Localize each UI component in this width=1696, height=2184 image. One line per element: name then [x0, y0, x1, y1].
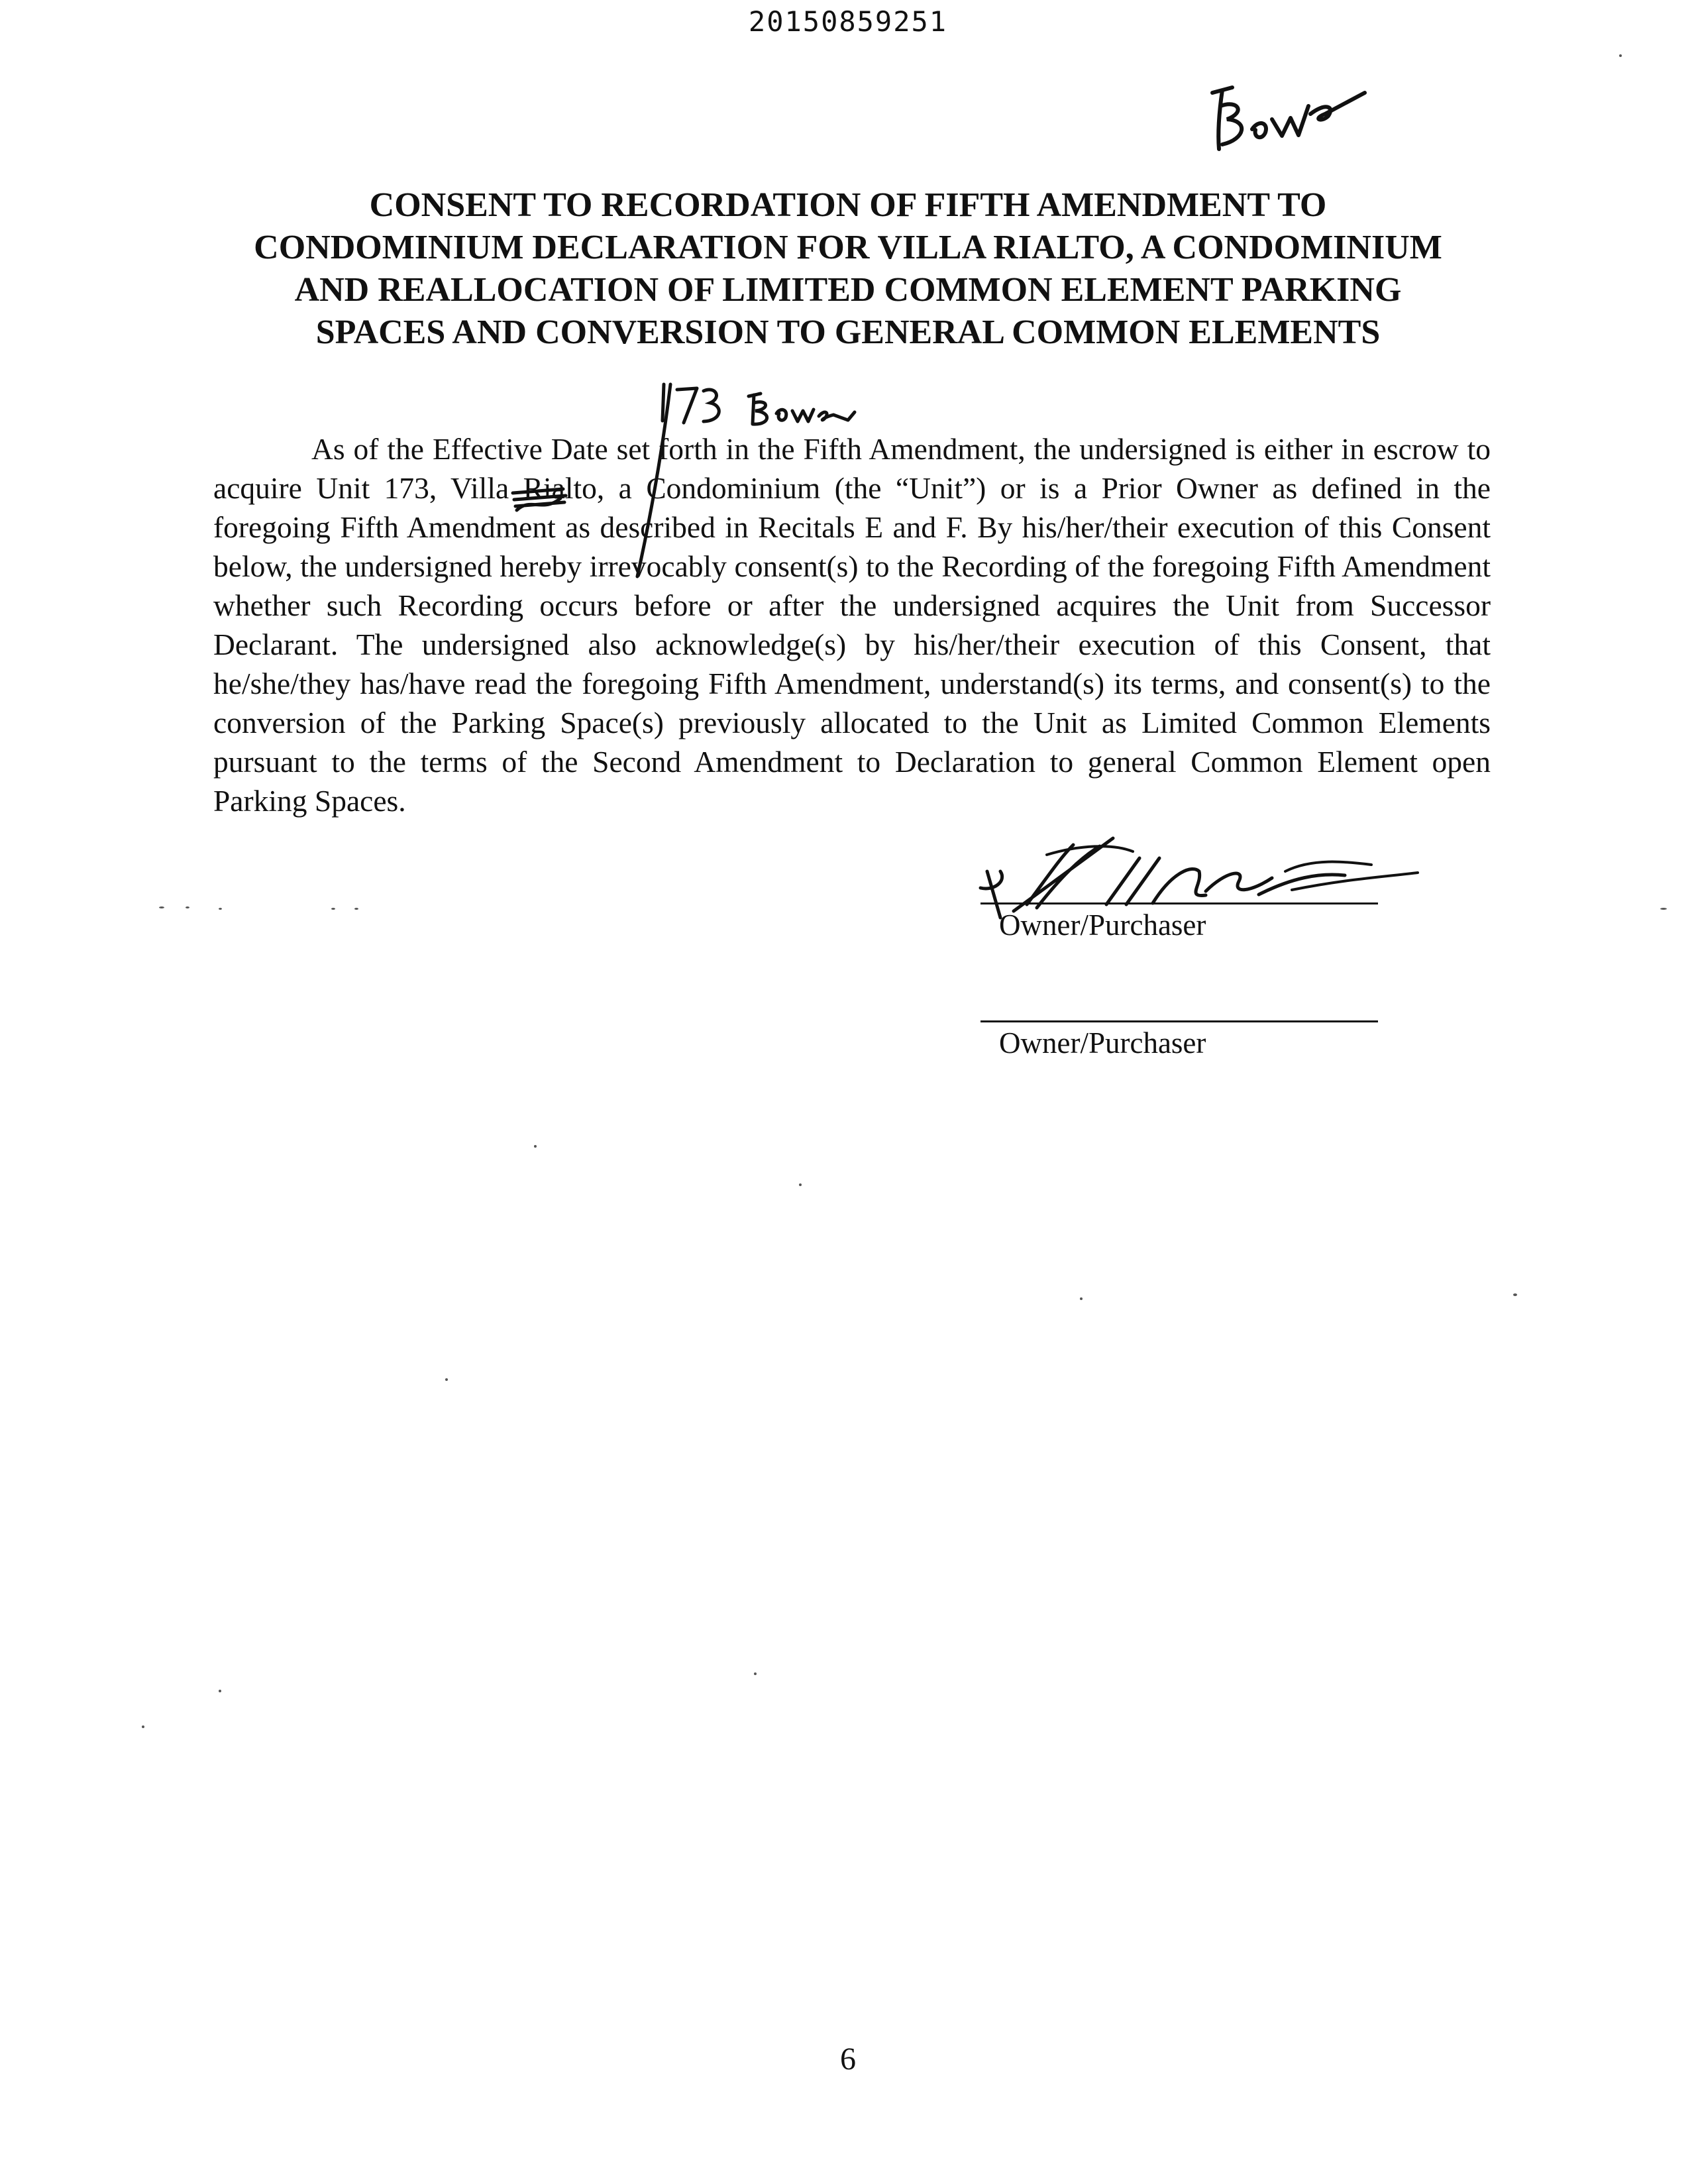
scan-speck — [799, 1183, 802, 1186]
handwritten-name-top-right — [1192, 66, 1378, 159]
signature-label-1: Owner/Purchaser — [999, 908, 1206, 942]
consent-paragraph: As of the Effective Date set forth in the Fifth Amendment, the undersigned is either in escrow to acquire Unit 173, Villa Rialto, a Condominium (the “Unit”) or is a Prior Owner as defined in the foregoing Fifth Amendment as described in Recitals E and F. By his/her/their execution of this Consent below, the undersigned hereby irrevocably consent(s) to the Recording of the foregoing Fifth Amendment whether such Recording occurs before or after the undersigned acquires the Unit from Successor Declarant. The undersigned also acknowledge(s) by his/her/their execution of this Consent, that he/she/they has/have read the foregoing Fifth Amendment, understand(s) its terms, and consent(s) to the conversion of the Parking Space(s) previously allocated to the Unit as Limited Common Elements pursuant to the terms of the Second Amendment to Declaration to general Common Element open Parking Spaces. — [213, 432, 1491, 818]
title-line-2: CONDOMINIUM DECLARATION FOR VILLA RIALTO, A CONDOMINIUM — [254, 229, 1442, 266]
scan-speck — [534, 1145, 537, 1148]
title-line-4: SPACES AND CONVERSION TO GENERAL COMMON ELEMENTS — [315, 313, 1381, 351]
handwritten-name-text: Bower — [1192, 66, 1194, 67]
handwritten-unit-note-text: 173 Bower — [623, 371, 626, 372]
title-line-1: CONSENT TO RECORDATION OF FIFTH AMENDMENT TO — [369, 186, 1327, 224]
scan-speck — [219, 1690, 221, 1692]
scan-speck — [445, 1378, 448, 1381]
title-line-3: AND REALLOCATION OF LIMITED COMMON ELEMENT PARKING — [294, 271, 1402, 309]
page-number: 6 — [840, 2042, 856, 2077]
scan-speck — [142, 1725, 144, 1728]
scan-speck — [331, 908, 335, 910]
scan-speck — [219, 908, 222, 910]
scan-speck — [354, 908, 358, 910]
scan-speck — [1513, 1293, 1517, 1296]
scan-speck — [159, 906, 164, 908]
scan-speck — [186, 906, 189, 908]
scan-speck — [754, 1672, 757, 1675]
signature-line-2[interactable] — [980, 1020, 1378, 1022]
signature-label-2: Owner/Purchaser — [999, 1026, 1206, 1060]
scan-speck — [1080, 1297, 1083, 1300]
scan-speck — [1660, 908, 1667, 910]
document-title — [199, 184, 1497, 354]
scan-speck — [1619, 54, 1622, 57]
signature-line-1[interactable] — [980, 902, 1378, 904]
document-number: 20150859251 — [748, 5, 948, 38]
